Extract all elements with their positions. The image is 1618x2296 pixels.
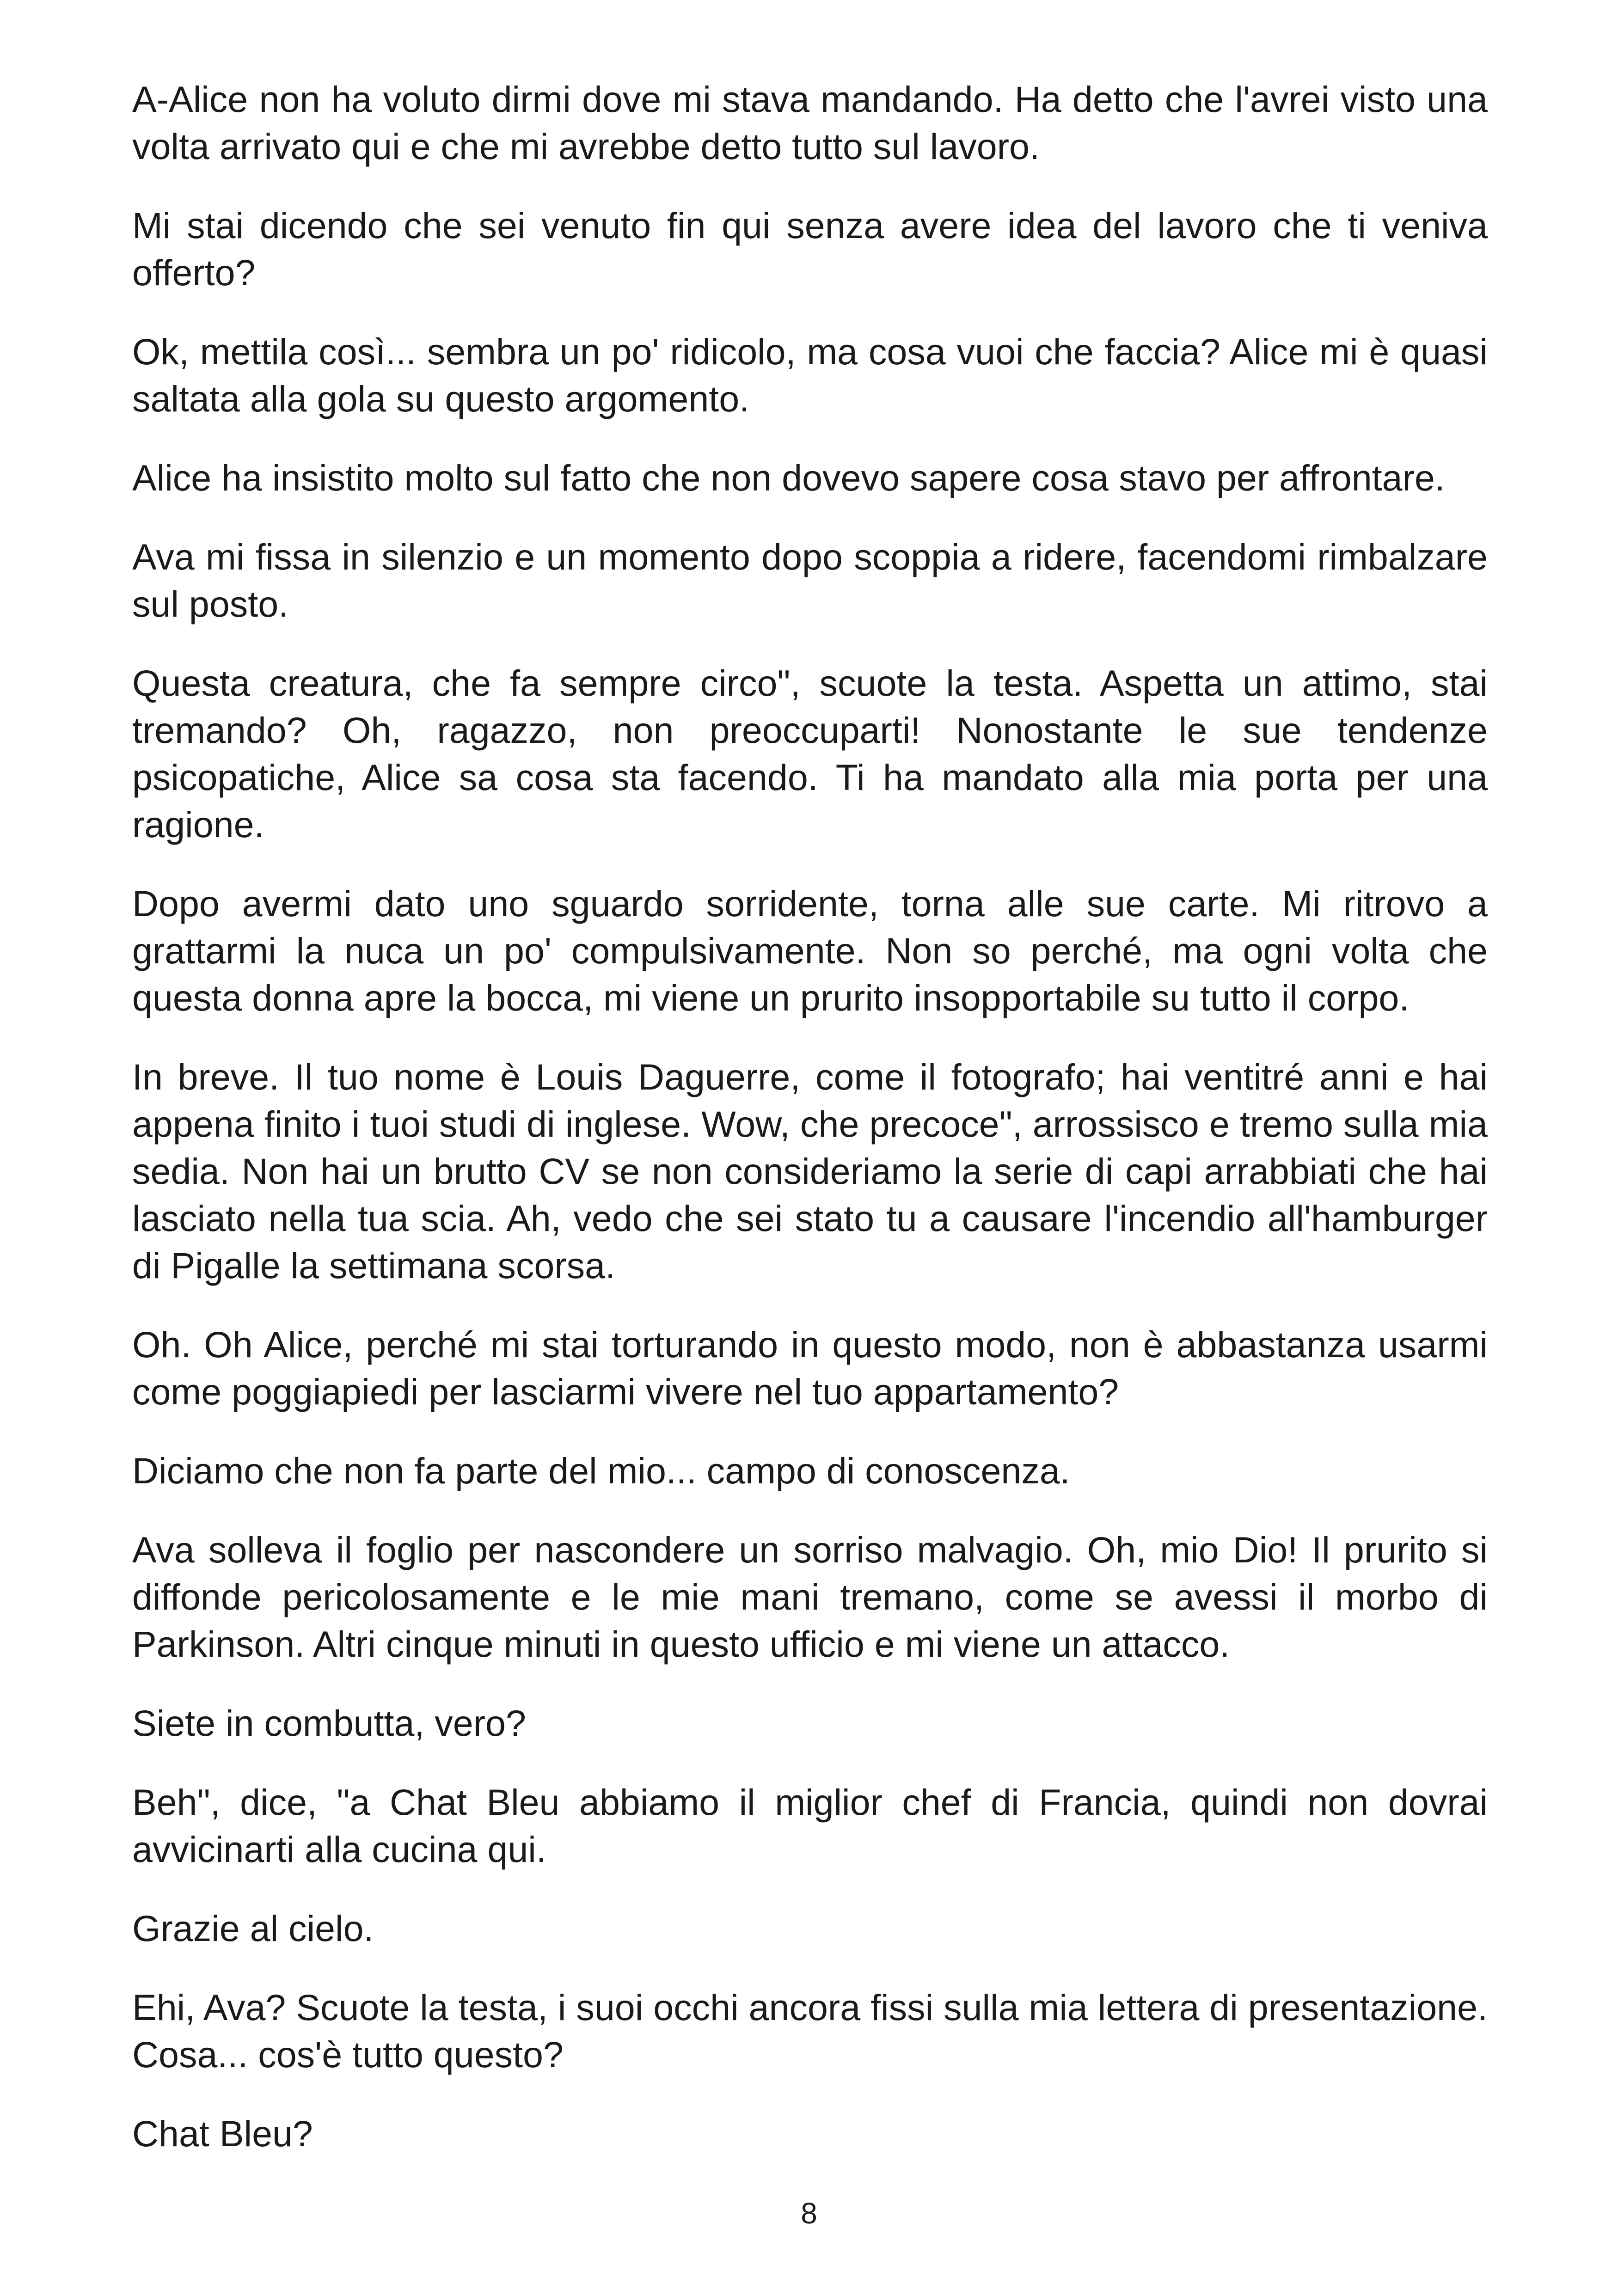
paragraph: Ehi, Ava? Scuote la testa, i suoi occhi ancora fissi sulla mia lettera di presentazione. Cosa... cos'è tutto questo?	[132, 1987, 1488, 2075]
paragraph: Mi stai dicendo che sei venuto fin qui senza avere idea del lavoro che ti veniva offerto?	[132, 205, 1488, 293]
paragraph: Alice ha insistito molto sul fatto che non dovevo sapere cosa stavo per affrontare.	[132, 457, 1445, 498]
page-number: 8	[801, 2197, 817, 2230]
paragraph: Diciamo che non fa parte del mio... campo di conoscenza.	[132, 1450, 1070, 1491]
paragraph: Grazie al cielo.	[132, 1908, 374, 1949]
paragraph: Siete in combutta, vero?	[132, 1702, 526, 1744]
paragraph: Dopo avermi dato uno sguardo sorridente, torna alle sue carte. Mi ritrovo a grattarmi la nuca un po' compulsivamente. Non so perché, ma ogni volta che questa donna apre la bocca, mi viene un prurito insopportabile su tutto il corpo.	[132, 883, 1488, 1018]
paragraph: Ava mi fissa in silenzio e un momento dopo scoppia a ridere, facendomi rimbalzare sul posto.	[132, 536, 1488, 625]
paragraph: In breve. Il tuo nome è Louis Daguerre, come il fotografo; hai ventitré anni e hai appena finito i tuoi studi di inglese. Wow, che precoce", arrossisco e tremo sulla mia sedia. Non hai un brutto CV se non consideriamo la serie di capi arrabbiati che hai lasciato nella tua scia. Ah, vedo che sei stato tu a causare l'incendio all'hamburger di Pigalle la settimana scorsa.	[132, 1056, 1488, 1286]
paragraph: Beh", dice, "a Chat Bleu abbiamo il miglior chef di Francia, quindi non dovrai avvicinarti alla cucina qui.	[132, 1782, 1488, 1870]
paragraph: A-Alice non ha voluto dirmi dove mi stava mandando. Ha detto che l'avrei visto una volta arrivato qui e che mi avrebbe detto tutto sul lavoro.	[132, 79, 1488, 167]
paragraph: Oh. Oh Alice, perché mi stai torturando in questo modo, non è abbastanza usarmi come poggiapiedi per lasciarmi vivere nel tuo appartamento?	[132, 1324, 1488, 1412]
paragraph: Questa creatura, che fa sempre circo", scuote la testa. Aspetta un attimo, stai tremando? Oh, ragazzo, non preoccuparti! Nonostante le sue tendenze psicopatiche, Alice sa cosa sta facendo. Ti ha mandato alla mia porta per una ragione.	[132, 662, 1488, 845]
paragraph: Chat Bleu?	[132, 2113, 313, 2154]
paragraph: Ava solleva il foglio per nascondere un sorriso malvagio. Oh, mio Dio! Il prurito si diffonde pericolosamente e le mie mani tremano, come se avessi il morbo di Parkinson. Altri cinque minuti in questo ufficio e mi viene un attacco.	[132, 1529, 1488, 1665]
document-body	[132, 76, 1488, 2189]
paragraph: Ok, mettila così... sembra un po' ridicolo, ma cosa vuoi che faccia? Alice mi è quasi saltata alla gola su questo argomento.	[132, 331, 1488, 419]
